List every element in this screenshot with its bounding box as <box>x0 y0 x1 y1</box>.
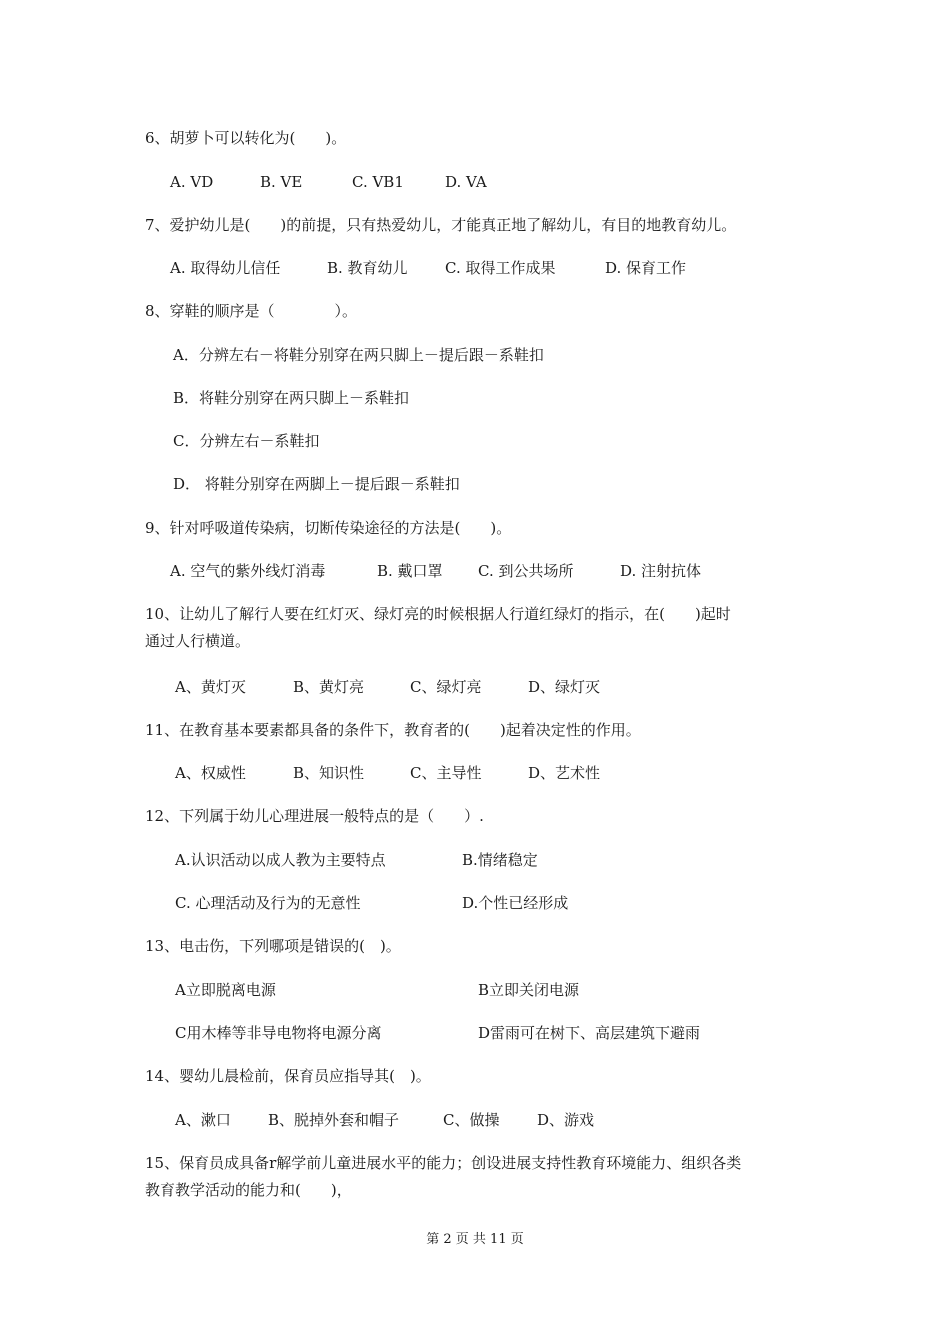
option-b: B、知识性 <box>293 764 365 782</box>
page-footer: 第 2 页 共 11 页 <box>426 1232 524 1247</box>
option-a: A. VD <box>170 173 214 191</box>
option-d: D、绿灯灭 <box>528 678 601 696</box>
option-a: A.认识活动以成人教为主要特点 <box>175 851 386 869</box>
option-b: B. 教育幼儿 <box>327 259 408 277</box>
question-15-line-1: 15、保育员成具备r解学前儿童进展水平的能力；创设进展支持性教育环境能力、组织各类 <box>145 1154 742 1172</box>
question-7: 7、爱护幼儿是( )的前提，只有热爱幼儿，才能真正地了解幼儿，有目的地教育幼儿。 <box>145 216 737 234</box>
option-d: D雷雨可在树下、高层建筑下避雨 <box>478 1024 701 1042</box>
question-15-line-2: 教育教学活动的能力和( )， <box>145 1181 352 1199</box>
question-9: 9、针对呼吸道传染病，切断传染途径的方法是( )。 <box>145 519 512 537</box>
question-8-option-d: D． 将鞋分别穿在两脚上－提后跟－系鞋扣 <box>173 475 460 493</box>
option-b: B. VE <box>260 173 303 191</box>
question-8-option-a: A．分辨左右－将鞋分别穿在两只脚上－提后跟－系鞋扣 <box>173 346 544 364</box>
option-a: A、黄灯灭 <box>175 678 246 696</box>
question-6: 6、胡萝卜可以转化为( )。 <box>145 129 347 147</box>
option-c: C、绿灯亮 <box>410 678 482 696</box>
option-c: C、主导性 <box>410 764 482 782</box>
option-d: D.个性已经形成 <box>462 894 569 912</box>
question-12: 12、下列属于幼儿心理进展一般特点的是（ ）. <box>145 807 484 825</box>
option-b: B、黄灯亮 <box>293 678 365 696</box>
option-c: C用木棒等非导电物将电源分离 <box>175 1024 382 1042</box>
option-c: C. VB1 <box>352 173 404 191</box>
option-d: D、游戏 <box>537 1111 595 1129</box>
option-b: B.情绪稳定 <box>462 851 538 869</box>
question-10-line-1: 10、让幼儿了解行人要在红灯灭、绿灯亮的时候根据人行道红绿灯的指示，在( )起时 <box>145 605 731 623</box>
question-14: 14、婴幼儿晨检前，保育员应指导其( )。 <box>145 1067 431 1085</box>
option-a: A. 取得幼儿信任 <box>170 259 281 277</box>
question-8-option-b: B．将鞋分别穿在两只脚上－系鞋扣 <box>173 389 410 407</box>
option-b: B. 戴口罩 <box>377 562 443 580</box>
option-c: C、做操 <box>443 1111 500 1129</box>
option-c: C. 取得工作成果 <box>445 259 556 277</box>
question-11: 11、在教育基本要素都具备的条件下，教育者的( )起着决定性的作用。 <box>145 721 641 739</box>
option-d: D. VA <box>445 173 487 191</box>
option-b: B、脱掉外套和帽子 <box>268 1111 400 1129</box>
option-d: D. 保育工作 <box>605 259 687 277</box>
option-c: C. 心理活动及行为的无意性 <box>175 894 361 912</box>
option-b: B立即关闭电源 <box>478 981 580 999</box>
option-d: D. 注射抗体 <box>620 562 702 580</box>
option-a: A立即脱离电源 <box>175 981 276 999</box>
question-8: 8、穿鞋的顺序是（ ）。 <box>145 302 358 320</box>
question-10-line-2: 通过人行横道。 <box>145 632 251 650</box>
question-13: 13、电击伤，下列哪项是错误的( )。 <box>145 937 401 955</box>
question-8-option-c: C．分辨左右－系鞋扣 <box>173 432 320 450</box>
option-a: A. 空气的紫外线灯消毒 <box>170 562 326 580</box>
option-a: A、漱口 <box>175 1111 231 1129</box>
option-c: C. 到公共场所 <box>478 562 574 580</box>
option-a: A、权威性 <box>175 764 246 782</box>
option-d: D、艺术性 <box>528 764 601 782</box>
